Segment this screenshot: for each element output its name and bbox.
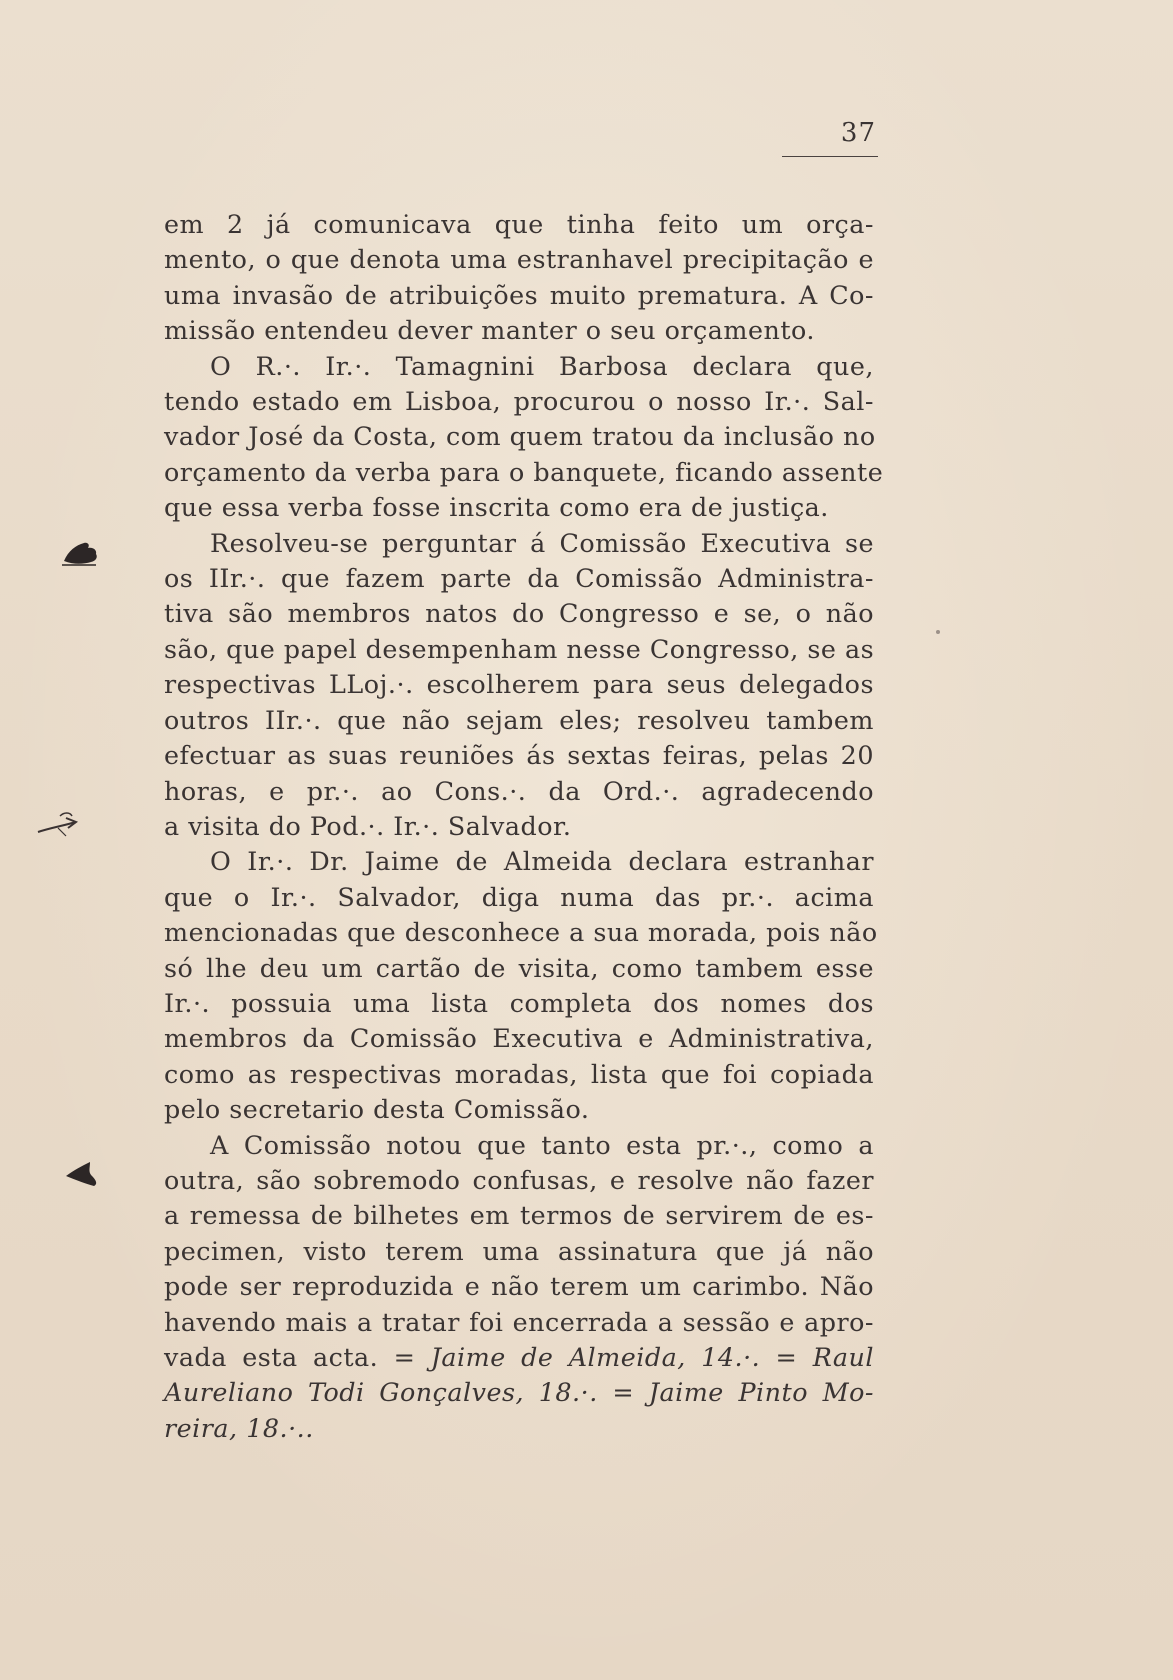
text-line: pode ser reproduzida e não terem um carimbo. Não	[164, 1271, 874, 1302]
text-line: outros IIr.·. que não sejam eles; resolveu tambem	[164, 704, 874, 735]
signature-separator: =	[760, 1342, 813, 1372]
text-line: missão entendeu dever manter o seu orçamento.	[164, 315, 815, 346]
text-line: respectivas LLoj.·. escolherem para seus delegados	[164, 669, 874, 700]
text-line: que o Ir.·. Salvador, diga numa das pr.·. acima	[164, 881, 874, 912]
signature-raul-part: Raul	[812, 1342, 874, 1372]
signature-jaime-pinto-part: Jaime Pinto Mo-	[648, 1377, 874, 1408]
signature-line	[164, 1375, 874, 1410]
signature-line	[164, 1340, 874, 1375]
text-line: Resolveu-se perguntar á Comissão Executiva se	[210, 527, 874, 558]
text-line: pelo secretario desta Comissão.	[164, 1094, 590, 1125]
hand-mark-icon	[64, 1156, 104, 1192]
text-line: que essa verba fosse inscrita como era de justiça.	[164, 492, 829, 523]
text-line: os IIr.·. que fazem parte da Comissão Administra-	[164, 563, 874, 594]
hand-mark-icon	[36, 808, 92, 840]
text-line: tendo estado em Lisboa, procurou o nosso Ir.·. Sal-	[164, 386, 874, 417]
signature-separator: =	[597, 1377, 649, 1408]
body-text	[164, 207, 884, 1446]
text-line: efectuar as suas reuniões ás sextas feiras, pelas 20	[164, 740, 874, 771]
text-line: O Ir.·. Dr. Jaime de Almeida declara estranhar	[210, 846, 874, 877]
signature-jaime-almeida: Jaime de Almeida, 14.·.	[430, 1342, 761, 1372]
text-line: a visita do Pod.·. Ir.·. Salvador.	[164, 810, 572, 841]
text-line: a remessa de bilhetes em termos de servirem de es-	[164, 1200, 874, 1231]
text-line: mencionadas que desconhece a sua morada, pois não	[164, 917, 878, 948]
text-line: tiva são membros natos do Congresso e se, o não	[164, 598, 874, 629]
signature-jaime-pinto-rest: reira, 18.·..	[164, 1412, 314, 1443]
text-line: membros da Comissão Executiva e Administrativa,	[164, 1023, 874, 1054]
text-line: horas, e pr.·. ao Cons.·. da Ord.·. agradecendo	[164, 775, 874, 806]
text-line: A Comissão notou que tanto esta pr.·., como a	[210, 1129, 874, 1160]
text-line: orçamento da verba para o banquete, ficando assente	[164, 456, 884, 487]
closing-text: vada esta acta. =	[164, 1342, 431, 1372]
text-line: em 2 já comunicava que tinha feito um orça-	[164, 209, 874, 239]
text-line: vador José da Costa, com quem tratou da inclusão no	[164, 421, 876, 452]
text-line: mento, o que denota uma estranhavel precipitação e	[164, 244, 874, 275]
ink-speck	[936, 630, 940, 634]
text-line: outra, são sobremodo confusas, e resolve não fazer	[164, 1164, 874, 1195]
text-line: havendo mais a tratar foi encerrada a sessão e apro-	[164, 1306, 874, 1337]
text-line: O R.·. Ir.·. Tamagnini Barbosa declara que,	[210, 350, 874, 381]
text-line: como as respectivas moradas, lista que foi copiada	[164, 1058, 874, 1089]
signature-raul-rest: Aureliano Todi Gonçalves, 18.·.	[164, 1377, 598, 1408]
hand-mark-icon	[60, 535, 102, 571]
text-line: uma invasão de atribuições muito prematura. A Co-	[164, 279, 874, 310]
margin-hand-mark-1	[60, 535, 102, 571]
text-line: são, que papel desempenham nesse Congresso, se as	[164, 633, 875, 664]
margin-hand-mark-3	[64, 1156, 104, 1192]
text-line: pecimen, visto terem uma assinatura que já não	[164, 1235, 874, 1266]
text-line: Ir.·. possuia uma lista completa dos nomes dos	[164, 987, 874, 1018]
page-number-rule	[782, 156, 878, 157]
margin-hand-mark-2	[36, 808, 92, 840]
text-line: só lhe deu um cartão de visita, como tambem esse	[164, 952, 874, 983]
page-number: 37	[840, 118, 876, 148]
